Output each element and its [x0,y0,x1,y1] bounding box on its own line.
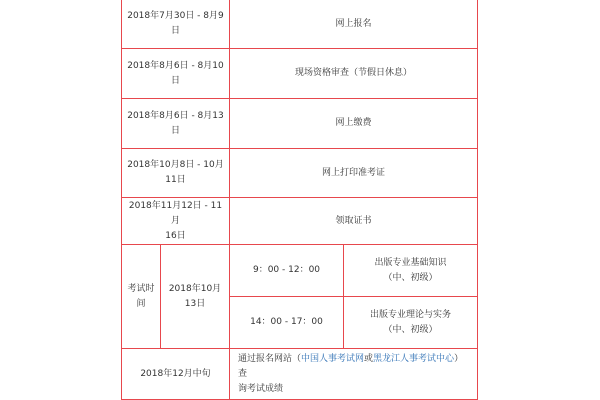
event-cell-1 [229,0,478,49]
date-cell-2 [121,48,230,99]
results-or: 或 [364,353,374,364]
event-text: 网上报名 [335,18,372,29]
date-line: 16日 [165,230,186,241]
exam-level: （中、初级） [383,272,438,283]
cpta-link[interactable]: 中国人事考试网 [301,353,365,364]
exam-level: （中、初级） [383,324,438,335]
exam-date-cell [160,244,230,349]
results-prefix: 通过报名网站（ [238,353,302,364]
date-line: 2018年7月30日 - 8月9 [127,11,224,21]
event-cell-4 [229,148,478,198]
heilongjiang-exam-center-link[interactable]: 黑龙江人事考试中心 [373,353,455,364]
exam-time: 14：00 - 17：00 [250,317,323,327]
date-line: 2018年11月12日 - 11月 [128,200,223,226]
exam-label-cell [121,244,161,349]
exam-time-cell-2 [229,296,344,349]
date-line: 2018年10月8日 - 10月 [127,160,224,170]
exam-label-line: 考试时 [127,283,155,294]
results-date-cell [121,348,230,400]
date-cell-3 [121,98,230,149]
date-line: 11日 [165,175,186,185]
date-cell-4 [121,148,230,198]
exam-time-cell-1 [229,244,344,297]
exam-label-line: 间 [136,298,146,309]
date-line: 2018年8月6日 - 8月10 [127,60,224,71]
date-cell-1 [121,0,230,49]
event-cell-2 [229,48,478,99]
date-line: 日 [170,125,180,136]
exam-date-line: 13日 [184,298,206,309]
event-text: 网上缴费 [335,118,372,128]
event-text: 领取证书 [335,215,372,226]
event-text: 现场资格审查（节假日休息） [294,68,412,78]
event-cell-5 [229,197,478,245]
date-line: 日 [170,26,180,36]
results-date: 2018年12月中旬 [140,368,211,379]
date-cell-5 [121,197,230,245]
event-cell-3 [229,98,478,149]
exam-subject-cell-1 [343,244,478,297]
event-text: 网上打印准考证 [321,167,385,178]
date-line: 2018年8月6日 - 8月13 [127,110,224,121]
results-suffix: ）查 [238,353,464,379]
exam-subject: 出版专业基础知识 [374,257,447,268]
date-line: 日 [170,75,180,86]
exam-date-line: 2018年10月 [168,283,222,294]
exam-time: 9：00 - 12：00 [252,265,321,275]
results-line2: 询考试成绩 [238,383,284,394]
exam-subject: 出版专业理论与实务 [369,309,451,320]
results-text-cell [229,348,478,400]
exam-subject-cell-2 [343,296,478,349]
